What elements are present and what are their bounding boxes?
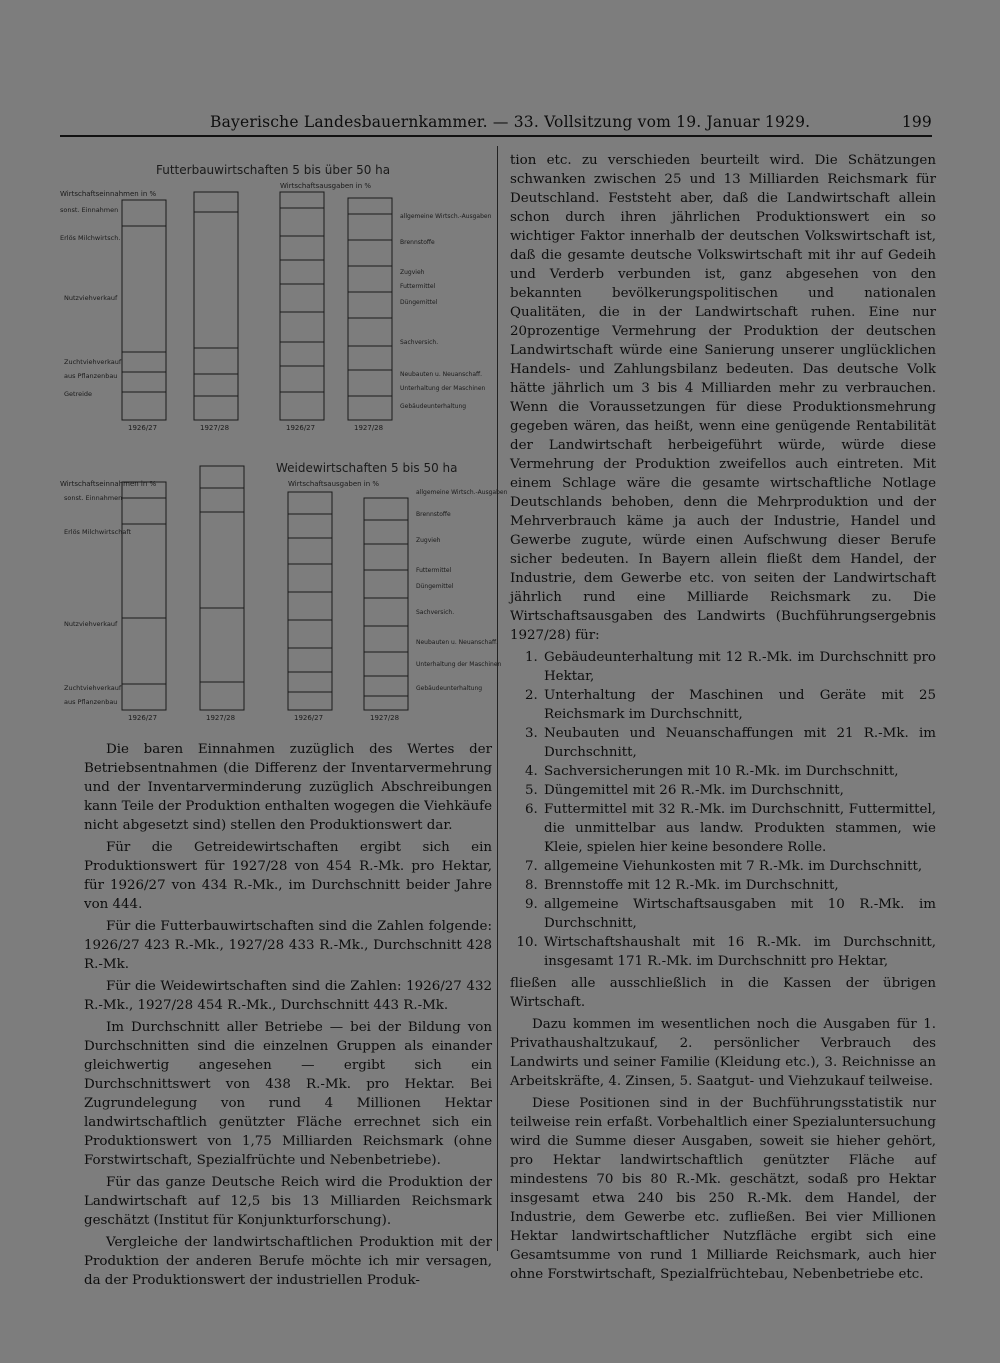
svg-text:Düngemittel: Düngemittel: [400, 299, 438, 306]
svg-text:Zugvieh: Zugvieh: [416, 537, 441, 544]
fig1-income-1927-bar: [194, 192, 238, 420]
list-item: 6. Futtermittel mit 32 R.-Mk. im Durchschnitt, Futtermittel, die unmittelbar aus landw. Produkten stammen, wie Kleie, spielen hier keine besondere Rolle.: [542, 800, 936, 857]
svg-text:Erlös Milchwirtschaft: Erlös Milchwirtschaft: [64, 528, 132, 536]
list-item: 1. Gebäudeunterhaltung mit 12 R.-Mk. im Durchschnitt pro Hektar,: [542, 648, 936, 686]
list-item: 9. allgemeine Wirtschaftsausgaben mit 10 R.-Mk. im Durchschnitt,: [542, 895, 936, 933]
paragraph: Für das ganze Deutsche Reich wird die Produktion der Landwirtschaft auf 12,5 bis 13 Milliarden Reichsmark geschätzt (Institut für Konjunkturforschung).: [84, 1175, 492, 1228]
fig2-expense-1926-bar: [288, 492, 332, 710]
paragraph: Vergleiche der landwirtschaftlichen Produktion mit der Produktion der anderen Berufe möchte ich mir versagen, da der Produktionswert der industriellen Produk-: [84, 1235, 492, 1288]
paragraph: tion etc. zu verschieden beurteilt wird. Die Schätzungen schwanken zwischen 25 und 13 Milliarden Reichsmark für Deutschland. Feststeht aber, daß die Landwirtschaft allein schon durch ihren jährlichen Produktionswert ein so wichtiger Faktor innerhalb der deutschen Volkswirtschaft ist, daß die gesamte deutsche Volkswirtschaft mit ihr auf Gedeih und Verderb verbunden ist, ganz abgesehen von den bekannten bevölkerungspolitischen und nationalen Qualitäten, die in der Landwirtschaft ruhen. Eine nur 20prozentige Vermehrung der Produktion der deutschen Landwirtschaft würde eine Sanierung unserer unglücklichen Handels- und Zahlungsbilanz bedeuten. Das deutsche Volk hätte jährlich um 3 bis 4 Milliarden mehr zu verbrauchen. Wenn die Voraussetzungen für diese Produktionsmehrung gegeben wären, das heißt, wenn eine genügende Rentabilität der Landwirtschaft herbeigeführt würde, würde diese Vermehrung der Produktion zweifellos auch eintreten. Mit einem Schlage wäre die gesamte wirtschaftliche Notlage Deutschlands behoben, denn die Mehrproduktion und der Mehrverbrauch käme ja auch der Industrie, Handel und Gewerbe zugute, würde einen Aufschwung dieser Berufe sicher bedeuten. In Bayern allein fließt dem Handel, der Industrie, dem Gewerbe etc. von seiten der Landwirtschaft jährlich rund eine Milliarde Reichsmark zu. Die Wirtschaftsausgaben des Landwirts (Buchführungsergebnis 1927/28) für:: [510, 153, 936, 643]
svg-text:Neubauten u. Neuanschaff.: Neubauten u. Neuanschaff.: [416, 639, 499, 646]
paragraph: Für die Weidewirtschaften sind die Zahlen: 1926/27 432 R.-Mk., 1927/28 454 R.-Mk., Durchschnitt 443 R.-Mk.: [84, 979, 492, 1013]
list-item: 3. Neubauten und Neuanschaffungen mit 21 R.-Mk. im Durchschnitt,: [542, 724, 936, 762]
paragraph: Im Durchschnitt aller Betriebe — bei der Bildung von Durchschnitten sind die einzelnen Gruppen als einander gleichwertig angesehen — ergibt sich ein Durchschnittswert von 438 R.-Mk. pro Hektar. Bei Zugrundelegung von rund 4 Millionen Hektar landwirtschaftlich genützter Fläche errechnet sich ein Produktionswert von 1,75 Milliarden Reichsmark (ohne Forstwirtschaft, Spezialfrüchte und Nebenbetriebe).: [84, 1020, 492, 1168]
svg-text:Unterhaltung der Maschinen: Unterhaltung der Maschinen: [400, 385, 486, 392]
svg-text:Zugvieh: Zugvieh: [400, 269, 425, 276]
svg-text:Düngemittel: Düngemittel: [416, 583, 454, 590]
svg-text:Sachversich.: Sachversich.: [416, 609, 455, 616]
bar-figures: [58, 152, 508, 732]
fig2-right-labels: [416, 489, 508, 692]
right-column-text: [510, 151, 936, 1287]
paragraph: fließen alle ausschließlich in die Kassen der übrigen Wirtschaft.: [510, 976, 936, 1010]
expense-list: [510, 648, 936, 971]
svg-text:Brennstoffe: Brennstoffe: [416, 511, 451, 518]
fig1-title: Futterbauwirtschaften 5 bis über 50 ha: [156, 163, 391, 177]
left-column-text: [84, 740, 492, 1293]
svg-text:Futtermittel: Futtermittel: [416, 567, 452, 574]
svg-text:1927/28: 1927/28: [200, 424, 230, 432]
page-number: 199: [901, 113, 932, 131]
svg-text:Brennstoffe: Brennstoffe: [400, 239, 435, 246]
list-item: 4. Sachversicherungen mit 10 R.-Mk. im Durchschnitt,: [542, 762, 936, 781]
svg-text:Erlös Milchwirtsch.: Erlös Milchwirtsch.: [60, 234, 121, 242]
fig2-income-1926-bar: [122, 482, 166, 710]
svg-text:Getreide: Getreide: [64, 390, 93, 398]
svg-text:1926/27: 1926/27: [128, 424, 158, 432]
fig2-income-1927-bar: [200, 466, 244, 710]
fig1-expense-1927-bar: [348, 198, 392, 420]
page-header: [60, 109, 932, 137]
fig2-left-labels: [64, 494, 132, 706]
svg-text:1927/28: 1927/28: [370, 714, 400, 722]
svg-text:Nutzviehverkauf: Nutzviehverkauf: [64, 294, 118, 302]
header-rule: [60, 135, 932, 137]
svg-text:aus Pflanzenbau: aus Pflanzenbau: [64, 372, 118, 380]
svg-text:aus Pflanzenbau: aus Pflanzenbau: [64, 698, 118, 706]
fig2-expense-1927-bar: [364, 498, 408, 710]
svg-text:Unterhaltung der Maschinen: Unterhaltung der Maschinen: [416, 661, 502, 668]
fig1-year-labels: [128, 424, 383, 432]
svg-text:Zuchtviehverkauf: Zuchtviehverkauf: [64, 684, 122, 692]
list-item: 2. Unterhaltung der Maschinen und Geräte mit 25 Reichsmark im Durchschnitt,: [542, 686, 936, 724]
fig1-income-1926-bar: [122, 200, 166, 420]
svg-text:1926/27: 1926/27: [128, 714, 158, 722]
fig1-right-labels: [400, 213, 492, 410]
svg-text:Futtermittel: Futtermittel: [400, 283, 436, 290]
svg-text:1927/28: 1927/28: [354, 424, 384, 432]
svg-text:1927/28: 1927/28: [206, 714, 236, 722]
fig2-title: Weidewirtschaften 5 bis 50 ha: [276, 461, 458, 475]
fig1-expense-1926-bar: [280, 192, 324, 420]
fig2-year-labels: [128, 714, 399, 722]
list-item: 5. Düngemittel mit 26 R.-Mk. im Durchschnitt,: [542, 781, 936, 800]
svg-text:Zuchtviehverkauf: Zuchtviehverkauf: [64, 358, 122, 366]
fig2-expense-header: Wirtschaftsausgaben in %: [288, 480, 380, 488]
svg-text:1926/27: 1926/27: [294, 714, 324, 722]
svg-text:allgemeine Wirtsch.-Ausgaben: allgemeine Wirtsch.-Ausgaben: [416, 489, 508, 496]
svg-text:sonst. Einnahmen: sonst. Einnahmen: [60, 206, 119, 214]
paragraph: Für die Getreidewirtschaften ergibt sich ein Produktionswert für 1927/28 von 454 R.-Mk. pro Hektar, für 1926/27 von 434 R.-Mk., im Durchschnitt beider Jahre von 444.: [84, 840, 492, 912]
svg-text:allgemeine Wirtsch.-Ausgaben: allgemeine Wirtsch.-Ausgaben: [400, 213, 492, 220]
fig2-income-header: Wirtschaftseinnahmen in %: [60, 480, 157, 488]
svg-text:Neubauten u. Neuanschaff.: Neubauten u. Neuanschaff.: [400, 371, 483, 378]
figure-area: [58, 152, 508, 732]
paragraph: Dazu kommen im wesentlichen noch die Ausgaben für 1. Privathaushaltzukauf, 2. persönlicher Verbrauch des Landwirts und seiner Familie (Kleidung etc.), 3. Reichnisse an Arbeitskräfte, 4. Zinsen, 5. Saatgut- und Viehzukauf teilweise.: [510, 1017, 936, 1089]
list-item: 10. Wirtschaftshaushalt mit 16 R.-Mk. im Durchschnitt, insgesamt 171 R.-Mk. im Durchschnitt pro Hektar,: [542, 933, 936, 971]
svg-text:Sachversich.: Sachversich.: [400, 339, 439, 346]
running-title: Bayerische Landesbauernkammer. — 33. Vollsitzung vom 19. Januar 1929.: [210, 113, 811, 131]
fig1-left-labels: [60, 206, 122, 398]
fig1-income-header: Wirtschaftseinnahmen in %: [60, 190, 157, 198]
list-item: 8. Brennstoffe mit 12 R.-Mk. im Durchschnitt,: [542, 876, 936, 895]
column-divider: [497, 146, 498, 1251]
svg-text:Gebäudeunterhaltung: Gebäudeunterhaltung: [400, 403, 467, 410]
list-item: 7. allgemeine Viehunkosten mit 7 R.-Mk. im Durchschnitt,: [542, 857, 936, 876]
paragraph: Die baren Einnahmen zuzüglich des Wertes der Betriebsentnahmen (die Differenz der Inventarvermehrung und der Inventarverminderung zuzüglich Abschreibungen kann Teile der Produktion enthalten wogegen die Viehkäufe nicht abgesetzt sind) stellen den Produktionswert dar.: [84, 742, 493, 833]
paragraph: Für die Futterbauwirtschaften sind die Zahlen folgende: 1926/27 423 R.-Mk., 1927/28 433 R.-Mk., Durchschnitt 428 R.-Mk.: [84, 919, 492, 972]
svg-text:sonst. Einnahmen: sonst. Einnahmen: [64, 494, 123, 502]
svg-text:1926/27: 1926/27: [286, 424, 316, 432]
svg-text:Nutzviehverkauf: Nutzviehverkauf: [64, 620, 118, 628]
paragraph: Diese Positionen sind in der Buchführungsstatistik nur teilweise rein erfaßt. Vorbehaltlich einer Spezialuntersuchung wird die Summe dieser Ausgaben, soweit sie hieher gehört, pro Hektar landwirtschaftlich genützter Fläche auf mindestens 70 bis 80 R.-Mk. geschätzt, sodaß pro Hektar insgesamt etwa 240 bis 250 R.-Mk. dem Handel, der Industrie, dem Gewerbe etc. zufließen. Bei vier Millionen Hektar landwirtschaftlicher Nutzfläche ergibt sich eine Gesamtsumme von rund 1 Milliarde Reichsmark, auch hier ohne Forstwirtschaft, Spezialfrüchtebau, Nebenbetriebe etc.: [510, 1096, 936, 1282]
fig1-expense-header: Wirtschaftsausgaben in %: [280, 182, 372, 190]
svg-text:Gebäudeunterhaltung: Gebäudeunterhaltung: [416, 685, 483, 692]
